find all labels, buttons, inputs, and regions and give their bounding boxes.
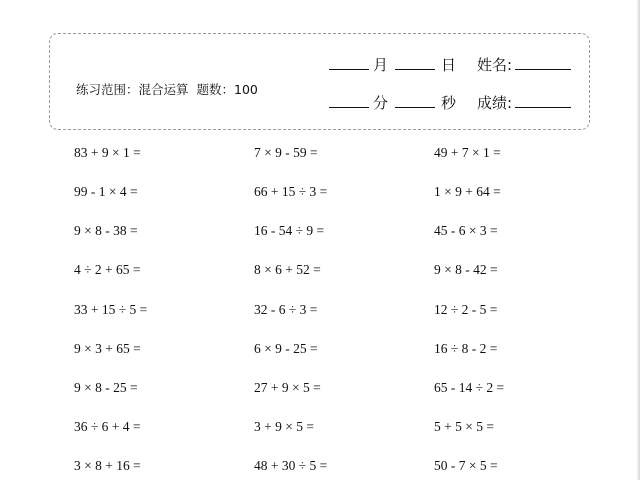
problem-item: 66 + 15 ÷ 3 = — [254, 184, 328, 199]
problem-item: 49 + 7 × 1 = — [434, 145, 501, 160]
day-blank[interactable] — [395, 69, 435, 70]
minute-label: 分 — [373, 94, 389, 112]
problem-item: 4 ÷ 2 + 65 = — [74, 262, 141, 277]
problem-item: 3 + 9 × 5 = — [254, 419, 314, 434]
problem-item: 9 × 8 - 25 = — [74, 380, 138, 395]
problem-item: 32 - 6 ÷ 3 = — [254, 302, 318, 317]
problem-item: 45 - 6 × 3 = — [434, 223, 498, 238]
worksheet-header — [49, 33, 590, 130]
problem-item: 6 × 9 - 25 = — [254, 341, 318, 356]
minute-blank[interactable] — [329, 107, 369, 108]
problem-item: 7 × 9 - 59 = — [254, 145, 318, 160]
problem-item: 9 × 3 + 65 = — [74, 341, 141, 356]
problem-item: 16 ÷ 8 - 2 = — [434, 341, 498, 356]
second-label: 秒 — [441, 94, 457, 112]
name-blank[interactable] — [515, 69, 571, 70]
problem-item: 8 × 6 + 52 = — [254, 262, 321, 277]
name-label: 姓名: — [477, 56, 513, 74]
month-label: 月 — [373, 56, 389, 74]
problem-item: 33 + 15 ÷ 5 = — [74, 302, 148, 317]
practice-range-label: 练习范围：混合运算 — [76, 82, 189, 97]
problem-item: 48 + 30 ÷ 5 = — [254, 458, 328, 473]
second-blank[interactable] — [395, 107, 435, 108]
problem-item: 36 ÷ 6 + 4 = — [74, 419, 141, 434]
practice-info — [76, 80, 258, 98]
problem-item: 27 + 9 × 5 = — [254, 380, 321, 395]
day-label: 日 — [441, 56, 457, 74]
problem-item: 12 ÷ 2 - 5 = — [434, 302, 498, 317]
problem-item: 3 × 8 + 16 = — [74, 458, 141, 473]
problem-item: 5 + 5 × 5 = — [434, 419, 494, 434]
problem-item: 1 × 9 + 64 = — [434, 184, 501, 199]
problem-item: 50 - 7 × 5 = — [434, 458, 498, 473]
problem-item: 99 - 1 × 4 = — [74, 184, 138, 199]
problem-item: 16 - 54 ÷ 9 = — [254, 223, 325, 238]
problem-item: 83 + 9 × 1 = — [74, 145, 141, 160]
question-count-label: 题数：100 — [196, 82, 258, 97]
score-blank[interactable] — [515, 107, 571, 108]
score-label: 成绩: — [477, 94, 513, 112]
problem-item: 65 - 14 ÷ 2 = — [434, 380, 505, 395]
problem-item: 9 × 8 - 42 = — [434, 262, 498, 277]
problem-item: 9 × 8 - 38 = — [74, 223, 138, 238]
month-blank[interactable] — [329, 69, 369, 70]
